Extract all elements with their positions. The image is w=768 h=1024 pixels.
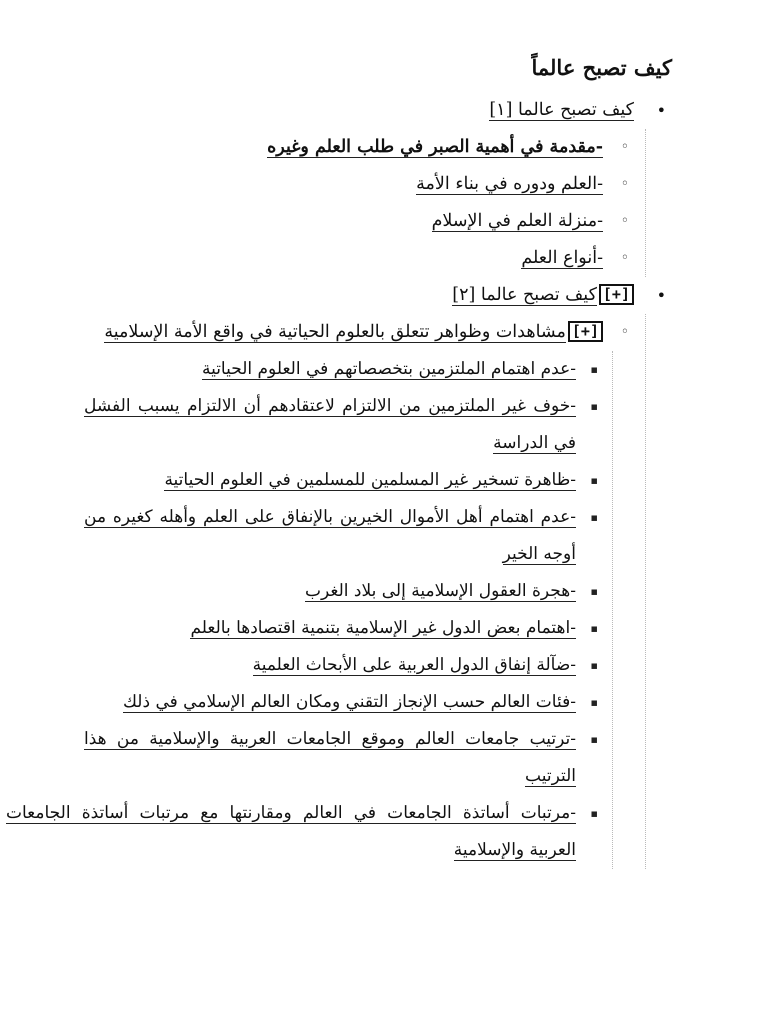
toc-link[interactable]: -أنواع العلم (521, 248, 603, 268)
list-item (84, 610, 602, 647)
toc-link[interactable]: -منزلة العلم في الإسلام (431, 211, 603, 231)
toc-link[interactable]: -هجرة العقول الإسلامية إلى بلاد الغرب (305, 581, 576, 601)
list-item (6, 795, 602, 869)
subsection-items (6, 351, 613, 869)
list-item-subsection (6, 314, 633, 869)
list-item (84, 647, 602, 684)
list-item (84, 573, 602, 610)
section-1-items (112, 129, 646, 277)
toc-link[interactable]: -مقدمة في أهمية الصبر في طلب العلم وغيره (267, 137, 603, 157)
subsection-link[interactable]: مشاهدات وظواهر تتعلق بالعلوم الحياتية في واقع الأمة الإسلامية (104, 322, 566, 342)
toc-link[interactable]: -عدم اهتمام الملتزمين بتخصصاتهم في العلوم الحياتية (201, 359, 576, 379)
list-item (112, 129, 633, 166)
toc-link[interactable]: -ظاهرة تسخير غير المسلمين للمسلمين في العلوم الحياتية (164, 470, 576, 490)
toc-link[interactable]: -عدم اهتمام أهل الأموال الخيرين بالإنفاق على العلم وأهله كغيره من أوجه الخير (84, 507, 576, 564)
list-item (112, 203, 633, 240)
toc-link[interactable]: -ضآلة إنفاق الدول العربية على الأبحاث العلمية (252, 655, 576, 675)
list-item-section-2 (6, 277, 672, 869)
list-item (112, 166, 633, 203)
list-item (84, 351, 602, 388)
expand-toggle-button[interactable]: [+] (599, 284, 634, 305)
section-1-link[interactable]: كيف تصبح عالما [١] (489, 100, 634, 120)
table-of-contents (6, 92, 672, 869)
list-item (84, 462, 602, 499)
list-item (84, 388, 602, 462)
list-item (84, 499, 602, 573)
page-title: كيف تصبح عالماً (531, 55, 672, 80)
list-item (84, 684, 602, 721)
list-item (84, 721, 602, 795)
toc-link[interactable]: -اهتمام بعض الدول غير الإسلامية بتنمية اقتصادها بالعلم (190, 618, 576, 638)
list-item-section-1 (112, 92, 672, 277)
toc-link[interactable]: -فئات العالم حسب الإنجاز التقني ومكان العالم الإسلامي في ذلك (122, 692, 576, 712)
toc-link[interactable]: -العلم ودوره في بناء الأمة (416, 174, 603, 194)
list-item (112, 240, 633, 277)
toc-link[interactable]: -مرتبات أساتذة الجامعات في العالم ومقارنتها مع مرتبات أساتذة الجامعات العربية والإسلامية (6, 803, 576, 860)
toc-link[interactable]: -ترتيب جامعات العالم وموقع الجامعات العربية والإسلامية من هذا الترتيب (84, 729, 576, 786)
section-2-items (6, 314, 646, 869)
expand-toggle-button[interactable]: [+] (568, 321, 603, 342)
section-2-link[interactable]: كيف تصبح عالما [٢] (452, 285, 597, 305)
toc-link[interactable]: -خوف غير الملتزمين من الالتزام لاعتقادهم أن الالتزام يسبب الفشل في الدراسة (84, 396, 576, 453)
